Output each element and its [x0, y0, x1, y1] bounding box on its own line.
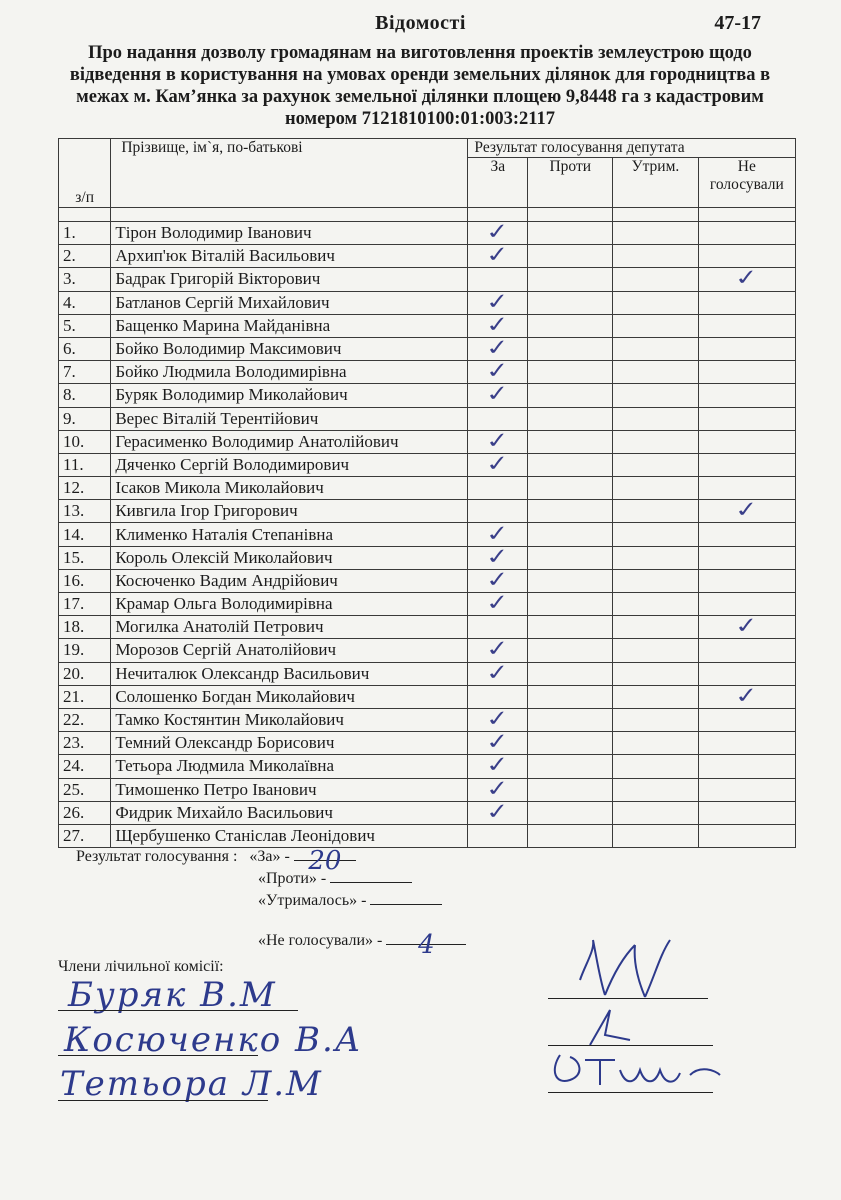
vote-cell-abstain — [613, 662, 699, 685]
row-number: 20. — [59, 662, 111, 685]
vote-cell-against — [528, 361, 613, 384]
commission-label: Члени лічильної комісії: — [58, 958, 224, 975]
checkmark-icon: ✓ — [484, 379, 512, 407]
checkmark-icon: ✓ — [484, 658, 512, 686]
row-number: 18. — [59, 616, 111, 639]
vote-cell-abstain — [613, 824, 699, 847]
vote-cell-notvoted — [698, 755, 795, 778]
table-row — [59, 268, 796, 291]
row-name: Тимошенко Петро Іванович — [111, 778, 468, 801]
table-row — [59, 384, 796, 407]
row-number: 13. — [59, 500, 111, 523]
commission-member-1: Буряк В.М — [68, 975, 277, 1015]
row-number: 4. — [59, 291, 111, 314]
checkmark-icon: ✓ — [484, 519, 512, 547]
checkmark-icon: ✓ — [484, 634, 512, 662]
vote-cell-against — [528, 569, 613, 592]
header-result: Результат голосування депутата — [468, 139, 796, 158]
vote-cell-abstain — [613, 685, 699, 708]
vote-cell-notvoted — [698, 611, 795, 639]
row-name: Буряк Володимир Миколайович — [111, 384, 468, 407]
summary-against-line — [258, 870, 412, 888]
table-row — [59, 593, 796, 616]
vote-cell-against — [528, 384, 613, 407]
vote-cell-abstain — [613, 500, 699, 523]
table-row — [59, 662, 796, 685]
row-name: Верес Віталій Терентійович — [111, 407, 468, 430]
row-number: 12. — [59, 477, 111, 500]
document-subtitle: Про надання дозволу громадянам на виготовлення проектів землеустрою щодо відведення в користування на умовах оренди земельних ділянок для городництва в межах м. Кам’янка за рахунок земельної ділянки площею 9,8448 га з кадастровим номером 7121810100:01:003:2117 — [69, 43, 771, 129]
row-number: 7. — [59, 361, 111, 384]
summary-for-value: 20 — [308, 846, 342, 876]
vote-cell-against — [528, 616, 613, 639]
table-row — [59, 616, 796, 639]
row-name: Дяченко Сергій Володимирович — [111, 453, 468, 476]
summary-for-line — [76, 846, 356, 876]
checkmark-icon: ✓ — [484, 797, 512, 825]
vote-cell-abstain — [613, 477, 699, 500]
vote-cell-abstain — [613, 523, 699, 546]
vote-cell-against — [528, 685, 613, 708]
row-name: Бащенко Марина Майданівна — [111, 314, 468, 337]
row-number: 27. — [59, 824, 111, 847]
table-row — [59, 337, 796, 360]
vote-cell-abstain — [613, 639, 699, 662]
table-row — [59, 569, 796, 592]
checkmark-icon: ✓ — [733, 263, 761, 291]
vote-cell-abstain — [613, 708, 699, 731]
vote-cell-notvoted — [698, 546, 795, 569]
vote-cell-abstain — [613, 453, 699, 476]
checkmark-icon: ✓ — [484, 240, 512, 268]
vote-cell-notvoted — [698, 407, 795, 430]
checkmark-icon: ✓ — [484, 333, 512, 361]
row-number: 3. — [59, 268, 111, 291]
vote-cell-against — [528, 801, 613, 824]
row-number: 6. — [59, 337, 111, 360]
vote-cell-notvoted — [698, 778, 795, 801]
table-row — [59, 314, 796, 337]
table-row — [59, 500, 796, 523]
table-row — [59, 453, 796, 476]
row-name: Герасименко Володимир Анатолійович — [111, 430, 468, 453]
row-name: Бойко Людмила Володимирівна — [111, 361, 468, 384]
vote-cell-against — [528, 755, 613, 778]
row-number: 14. — [59, 523, 111, 546]
vote-cell-abstain — [613, 546, 699, 569]
table-row — [59, 639, 796, 662]
row-name: Кивгила Ігор Григорович — [111, 500, 468, 523]
row-name: Бойко Володимир Максимович — [111, 337, 468, 360]
row-number: 23. — [59, 732, 111, 755]
vote-cell-for — [468, 750, 528, 778]
row-name: Темний Олександр Борисович — [111, 732, 468, 755]
checkmark-icon: ✓ — [733, 495, 761, 523]
vote-cell-abstain — [613, 430, 699, 453]
vote-cell-for — [468, 519, 528, 547]
row-number: 21. — [59, 685, 111, 708]
vote-cell-for — [468, 797, 528, 825]
signature-line-3 — [58, 1100, 268, 1101]
row-name: Батланов Сергій Михайлович — [111, 291, 468, 314]
vote-cell-notvoted — [698, 523, 795, 546]
summary-notvoted-value: 4 — [418, 930, 435, 960]
table-row — [59, 546, 796, 569]
vote-cell-for — [468, 500, 528, 523]
vote-cell-abstain — [613, 314, 699, 337]
signature-line-2 — [58, 1055, 258, 1056]
vote-cell-against — [528, 546, 613, 569]
table-row — [59, 407, 796, 430]
vote-cell-notvoted — [698, 681, 795, 709]
summary-label: Результат голосування : — [76, 848, 238, 865]
vote-cell-against — [528, 662, 613, 685]
row-name: Могилка Анатолій Петрович — [111, 616, 468, 639]
row-number: 25. — [59, 778, 111, 801]
row-name: Солошенко Богдан Миколайович — [111, 685, 468, 708]
vote-cell-abstain — [613, 222, 699, 245]
checkmark-icon: ✓ — [484, 426, 512, 454]
vote-cell-abstain — [613, 778, 699, 801]
row-number: 8. — [59, 384, 111, 407]
vote-cell-for — [468, 477, 528, 500]
summary-abstain-label: «Утрималось» - — [258, 892, 367, 909]
summary-for-label: «За» - — [249, 848, 290, 865]
row-number: 10. — [59, 430, 111, 453]
vote-cell-against — [528, 477, 613, 500]
vote-cell-against — [528, 314, 613, 337]
vote-cell-against — [528, 778, 613, 801]
vote-cell-abstain — [613, 384, 699, 407]
vote-cell-for — [468, 240, 528, 268]
checkmark-icon: ✓ — [484, 542, 512, 570]
vote-cell-notvoted — [698, 361, 795, 384]
vote-cell-against — [528, 430, 613, 453]
checkmark-icon: ✓ — [484, 217, 512, 245]
row-name: Крамар Ольга Володимирівна — [111, 593, 468, 616]
checkmark-icon: ✓ — [484, 356, 512, 384]
signature-line-6 — [548, 1092, 713, 1093]
vote-cell-for — [468, 379, 528, 407]
checkmark-icon: ✓ — [484, 588, 512, 616]
vote-cell-against — [528, 593, 613, 616]
checkmark-icon: ✓ — [484, 704, 512, 732]
vote-cell-notvoted — [698, 337, 795, 360]
vote-cell-for — [468, 449, 528, 477]
vote-cell-abstain — [613, 361, 699, 384]
vote-cell-notvoted — [698, 569, 795, 592]
vote-cell-against — [528, 639, 613, 662]
row-name: Ісаков Микола Миколайович — [111, 477, 468, 500]
vote-cell-against — [528, 708, 613, 731]
row-number: 16. — [59, 569, 111, 592]
vote-cell-abstain — [613, 732, 699, 755]
summary-against-label: «Проти» - — [258, 870, 327, 887]
checkmark-icon: ✓ — [484, 727, 512, 755]
vote-cell-notvoted — [698, 495, 795, 523]
table-row — [59, 477, 796, 500]
signature-1 — [545, 925, 715, 1005]
row-number: 15. — [59, 546, 111, 569]
checkmark-icon: ✓ — [484, 750, 512, 778]
document-title: Відомості — [375, 12, 466, 34]
commission-member-3: Тетьора Л.М — [60, 1064, 323, 1104]
row-name: Тірон Володимир Іванович — [111, 222, 468, 245]
checkmark-icon: ✓ — [484, 774, 512, 802]
summary-notvoted-blank — [386, 930, 466, 960]
vote-cell-notvoted — [698, 263, 795, 291]
voting-table — [58, 138, 796, 848]
vote-cell-notvoted — [698, 639, 795, 662]
row-name: Король Олексій Миколайович — [111, 546, 468, 569]
vote-cell-against — [528, 824, 613, 847]
table-row — [59, 755, 796, 778]
vote-cell-notvoted — [698, 384, 795, 407]
vote-cell-for — [468, 268, 528, 291]
row-name: Тетьора Людмила Миколаївна — [111, 755, 468, 778]
vote-cell-for — [468, 824, 528, 847]
table-row — [59, 708, 796, 731]
vote-cell-abstain — [613, 407, 699, 430]
row-number: 2. — [59, 245, 111, 268]
summary-against-blank — [330, 882, 412, 883]
checkmark-icon: ✓ — [484, 565, 512, 593]
vote-cell-notvoted — [698, 824, 795, 847]
row-name: Щербушенко Станіслав Леонідович — [111, 824, 468, 847]
vote-cell-for — [468, 588, 528, 616]
table-row — [59, 732, 796, 755]
header-against: Проти — [528, 158, 613, 208]
row-name: Клименко Наталія Степанівна — [111, 523, 468, 546]
checkmark-icon: ✓ — [484, 287, 512, 315]
vote-cell-against — [528, 407, 613, 430]
vote-cell-abstain — [613, 755, 699, 778]
vote-cell-abstain — [613, 593, 699, 616]
row-number: 19. — [59, 639, 111, 662]
summary-notvoted-label: «Не голосували» - — [258, 932, 383, 949]
commission-member-2: Косюченко В.А — [64, 1020, 363, 1060]
table-row — [59, 430, 796, 453]
summary-for-blank — [294, 846, 356, 876]
vote-cell-against — [528, 523, 613, 546]
header-number: з/п — [59, 139, 111, 208]
table-row — [59, 801, 796, 824]
table-row — [59, 685, 796, 708]
vote-cell-against — [528, 453, 613, 476]
vote-cell-for — [468, 658, 528, 686]
signature-line-4 — [548, 998, 708, 999]
row-number: 17. — [59, 593, 111, 616]
header-for: За — [468, 158, 528, 208]
table-row — [59, 291, 796, 314]
header-abstain: Утрим. — [613, 158, 699, 208]
vote-cell-notvoted — [698, 314, 795, 337]
summary-abstain-line — [258, 892, 442, 910]
table-row — [59, 222, 796, 245]
table-row — [59, 778, 796, 801]
header-name: Прізвище, ім`я, по-батькові — [111, 139, 468, 208]
row-number: 24. — [59, 755, 111, 778]
vote-cell-against — [528, 291, 613, 314]
vote-cell-abstain — [613, 801, 699, 824]
vote-cell-for — [468, 634, 528, 662]
header-not-voted: Не голосували — [698, 158, 795, 208]
row-name: Архип'юк Віталій Васильович — [111, 245, 468, 268]
row-number: 22. — [59, 708, 111, 731]
row-number: 9. — [59, 407, 111, 430]
vote-cell-notvoted — [698, 222, 795, 245]
vote-cell-notvoted — [698, 732, 795, 755]
summary-abstain-blank — [370, 904, 442, 905]
row-name: Нечиталюк Олександр Васильович — [111, 662, 468, 685]
vote-cell-abstain — [613, 616, 699, 639]
row-name: Бадрак Григорій Вікторович — [111, 268, 468, 291]
document-number: 47-17 — [714, 12, 761, 34]
vote-cell-notvoted — [698, 291, 795, 314]
row-name: Морозов Сергій Анатолійович — [111, 639, 468, 662]
vote-cell-abstain — [613, 268, 699, 291]
vote-cell-abstain — [613, 569, 699, 592]
row-name: Косюченко Вадим Андрійович — [111, 569, 468, 592]
vote-cell-against — [528, 337, 613, 360]
checkmark-icon: ✓ — [484, 310, 512, 338]
signature-line-1 — [58, 1010, 298, 1011]
vote-cell-against — [528, 500, 613, 523]
row-number: 1. — [59, 222, 111, 245]
vote-cell-abstain — [613, 291, 699, 314]
table-row — [59, 245, 796, 268]
vote-cell-notvoted — [698, 430, 795, 453]
table-row — [59, 523, 796, 546]
checkmark-icon: ✓ — [733, 611, 761, 639]
vote-cell-abstain — [613, 337, 699, 360]
table-row — [59, 361, 796, 384]
row-number: 5. — [59, 314, 111, 337]
row-name: Тамко Костянтин Миколайович — [111, 708, 468, 731]
row-name: Фидрик Михайло Васильович — [111, 801, 468, 824]
summary-notvoted-line — [258, 930, 466, 960]
vote-cell-notvoted — [698, 801, 795, 824]
vote-cell-notvoted — [698, 708, 795, 731]
checkmark-icon: ✓ — [733, 681, 761, 709]
vote-cell-against — [528, 732, 613, 755]
vote-cell-abstain — [613, 245, 699, 268]
row-number: 26. — [59, 801, 111, 824]
signature-2 — [570, 1005, 650, 1050]
table-row — [59, 824, 796, 847]
vote-cell-against — [528, 222, 613, 245]
vote-cell-against — [528, 268, 613, 291]
vote-cell-notvoted — [698, 453, 795, 476]
vote-cell-against — [528, 245, 613, 268]
row-number: 11. — [59, 453, 111, 476]
checkmark-icon: ✓ — [484, 449, 512, 477]
